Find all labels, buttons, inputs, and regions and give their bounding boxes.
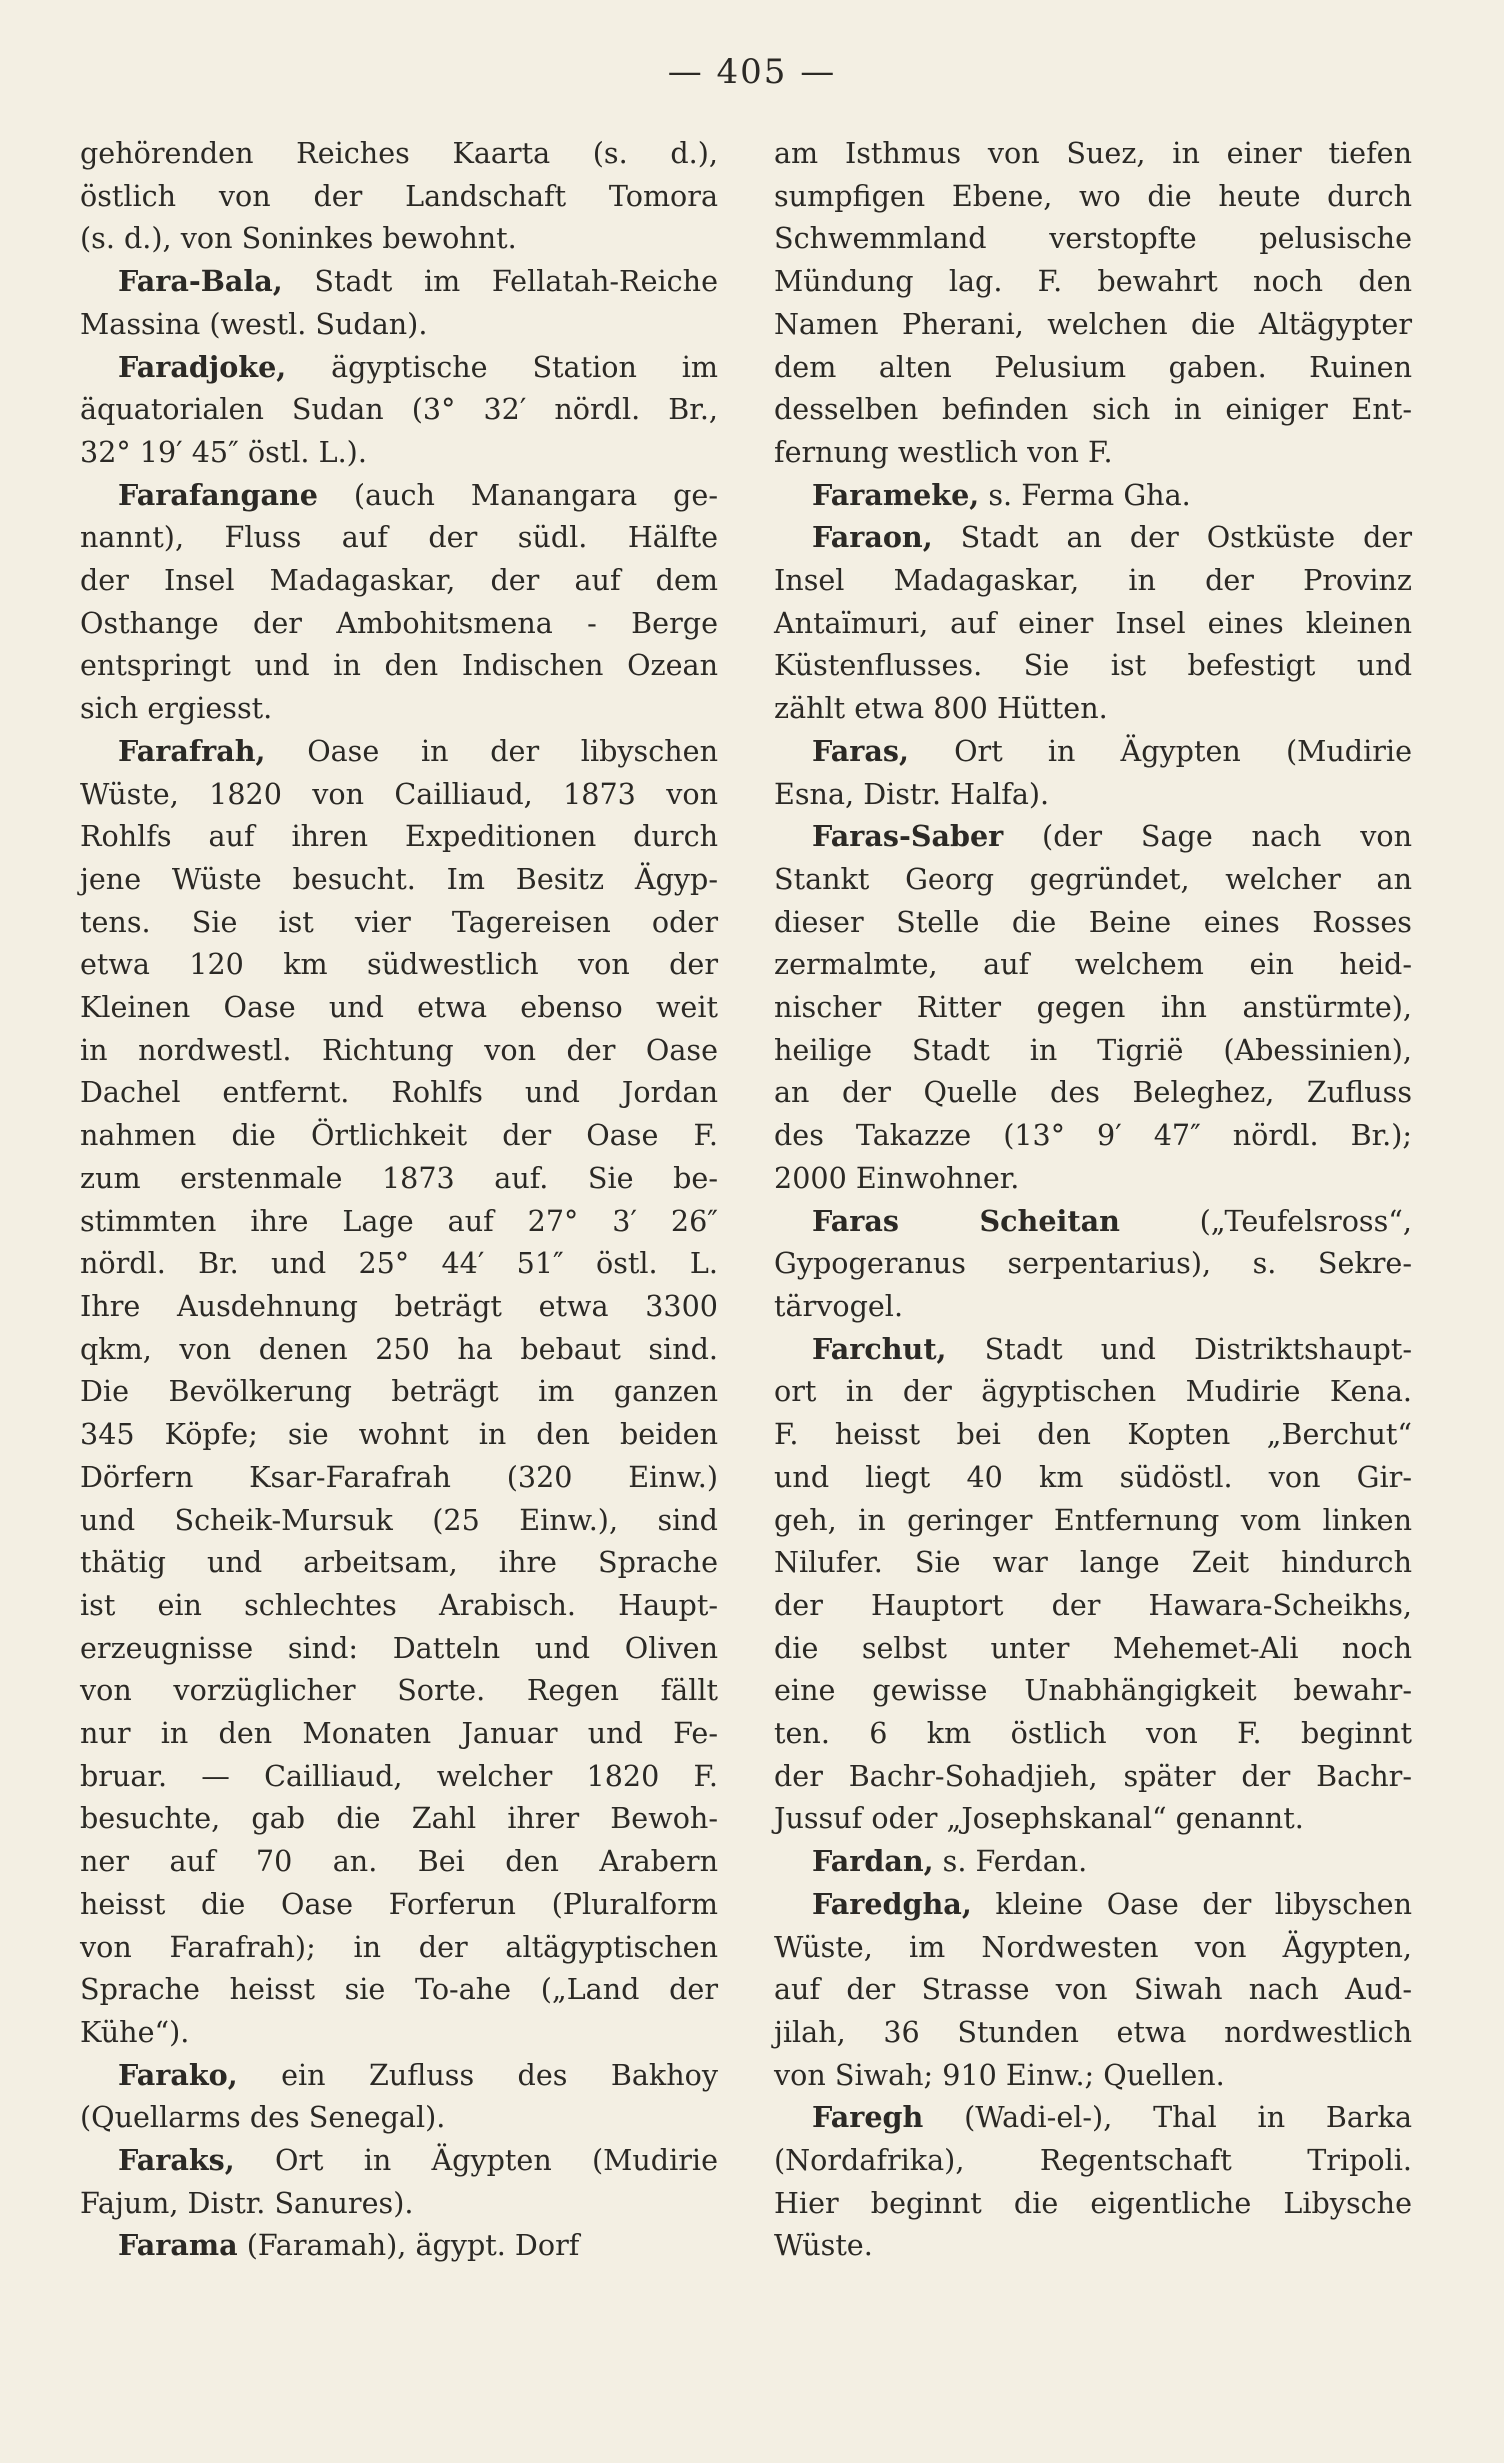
right-column	[774, 132, 1412, 2267]
dictionary-entry	[80, 730, 718, 2054]
entry-line: ist ein schlechtes Arabisch. Haupt-	[80, 1587, 718, 1622]
entry-line: der Hauptort der Hawara-Scheikhs,	[774, 1587, 1412, 1622]
entry-line: dieser Stelle die Beine eines Rosses	[774, 904, 1412, 939]
entry-line: Küstenflusses. Sie ist befestigt und	[774, 648, 1412, 683]
entry-line: Wüste, im Nordwesten von Ägypten,	[774, 1929, 1412, 1964]
entry-line: östlich von der Landschaft Tomora	[80, 178, 718, 213]
continued-entry-text	[80, 132, 718, 260]
entry-line: am Isthmus von Suez, in einer tiefen	[774, 136, 1412, 170]
entry-headword: Farako,	[118, 2057, 238, 2092]
entry-line: fernung westlich von F.	[774, 434, 1113, 469]
entry-line: zählt etwa 800 Hütten.	[774, 691, 1108, 726]
entry-headword: Faredgha,	[812, 1886, 972, 1921]
entry-line: nur in den Monaten Januar und Fe-	[80, 1716, 718, 1751]
entry-line: und liegt 40 km südöstl. von Gir-	[774, 1459, 1412, 1494]
entry-line: 2000 Einwohner.	[774, 1160, 1020, 1195]
entry-line: Fardan, s. Ferdan.	[812, 1844, 1088, 1879]
entry-line: dem alten Pelusium gaben. Ruinen	[774, 349, 1412, 384]
continued-entry-text	[774, 132, 1412, 474]
entry-line: Mündung lag. F. bewahrt noch den	[774, 264, 1412, 299]
entry-line: Jussuf oder „Josephskanal“ genannt.	[774, 1801, 1304, 1836]
entry-line: Faregh (Wadi-el-), Thal in Barka	[812, 2100, 1412, 2135]
entry-line: Fajum, Distr. Sanures).	[80, 2185, 414, 2220]
entry-line: 32° 19′ 45″ östl. L.).	[80, 434, 367, 469]
entry-line: Stankt Georg gegründet, welcher an	[774, 861, 1412, 896]
entry-line: der Bachr-Sohadjieh, später der Bachr-	[774, 1758, 1412, 1793]
entry-line: nördl. Br. und 25° 44′ 51″ östl. L.	[80, 1246, 718, 1281]
entry-line: und Scheik-Mursuk (25 Einw.), sind	[80, 1502, 718, 1537]
entry-line: Farafangane (auch Manangara ge-	[118, 477, 718, 512]
entry-line: von Siwah; 910 Einw.; Quellen.	[774, 2057, 1225, 2092]
entry-line: Die Bevölkerung beträgt im ganzen	[80, 1374, 718, 1409]
dictionary-entry	[774, 1328, 1412, 1840]
entry-headword: Faraon,	[812, 520, 933, 555]
entry-line: (Quellarms des Senegal).	[80, 2100, 446, 2135]
entry-line: Namen Pherani, welchen die Altägypter	[774, 306, 1412, 341]
entry-headword: Fardan,	[812, 1844, 934, 1879]
entry-line: Faredgha, kleine Oase der libyschen	[812, 1886, 1412, 1921]
entry-line: Hier beginnt die eigentliche Libysche	[774, 2185, 1412, 2220]
entry-line: Fara-Bala, Stadt im Fellatah-Reiche	[118, 264, 718, 299]
entry-line: von vorzüglicher Sorte. Regen fällt	[80, 1673, 718, 1708]
dictionary-entry	[774, 474, 1412, 517]
entry-line: geh, in geringer Entfernung vom linken	[774, 1502, 1412, 1537]
entry-line: an der Quelle des Beleghez, Zufluss	[774, 1075, 1412, 1110]
entry-headword: Farama	[118, 2228, 238, 2263]
entry-line: Schwemmland verstopfte pelusische	[774, 221, 1412, 256]
entry-headword: Faraks,	[118, 2143, 235, 2178]
dictionary-entry	[774, 730, 1412, 815]
entry-headword: Fara-Bala,	[118, 264, 283, 299]
page-number: — 405 —	[667, 52, 837, 92]
dictionary-entry	[80, 2224, 718, 2267]
entry-headword: Farafrah,	[118, 733, 266, 768]
entry-line: ner auf 70 an. Bei den Arabern	[80, 1844, 718, 1879]
entry-line: Faraon, Stadt an der Ostküste der	[812, 520, 1412, 555]
entry-line: Gypogeranus serpentarius), s. Sekre-	[774, 1246, 1412, 1281]
entry-line: Esna, Distr. Halfa).	[774, 776, 1050, 811]
entry-line: bruar. — Cailliaud, welcher 1820 F.	[80, 1758, 718, 1793]
entry-line: jilah, 36 Stunden etwa nordwestlich	[774, 2014, 1412, 2049]
entry-line: 345 Köpfe; sie wohnt in den beiden	[80, 1417, 718, 1452]
entry-line: Osthange der Ambohitsmena - Berge	[80, 605, 718, 640]
entry-line: (s. d.), von Soninkes bewohnt.	[80, 221, 517, 256]
entry-headword: Farameke,	[812, 477, 980, 512]
entry-line: tärvogel.	[774, 1288, 904, 1323]
entry-line: Kühe“).	[80, 2014, 190, 2049]
entry-line: Kleinen Oase und etwa ebenso weit	[80, 990, 718, 1025]
entry-line: entspringt und in den Indischen Ozean	[80, 648, 718, 683]
entry-line: Farchut, Stadt und Distriktshaupt-	[812, 1331, 1412, 1366]
entry-line: Farafrah, Oase in der libyschen	[118, 733, 718, 768]
entry-line: qkm, von denen 250 ha bebaut sind.	[80, 1331, 718, 1366]
entry-line: besuchte, gab die Zahl ihrer Bewoh-	[80, 1801, 718, 1836]
entry-headword: Faras,	[812, 733, 909, 768]
entry-headword: Faradjoke,	[118, 349, 287, 384]
entry-line: Wüste.	[774, 2228, 873, 2263]
entry-line: Faras Scheitan („Teufelsross“,	[812, 1203, 1412, 1238]
entry-line: Antaïmuri, auf einer Insel eines kleinen	[774, 605, 1412, 640]
entry-line: der Insel Madagaskar, der auf dem	[80, 563, 718, 598]
dictionary-entry	[774, 1200, 1412, 1328]
dictionary-entry	[80, 260, 718, 345]
entry-headword: Farafangane	[118, 477, 318, 512]
entry-line: ten. 6 km östlich von F. beginnt	[774, 1716, 1412, 1751]
entry-line: tens. Sie ist vier Tagereisen oder	[80, 904, 718, 939]
entry-line: stimmten ihre Lage auf 27° 3′ 26″	[80, 1203, 718, 1238]
entry-line: Nilufer. Sie war lange Zeit hindurch	[774, 1545, 1412, 1580]
left-column	[80, 132, 718, 2267]
dictionary-entry	[774, 2096, 1412, 2267]
entry-line: Farama (Faramah), ägypt. Dorf	[118, 2228, 580, 2263]
entry-line: nahmen die Örtlichkeit der Oase F.	[80, 1118, 718, 1153]
entry-line: heisst die Oase Forferun (Pluralform	[80, 1886, 718, 1921]
entry-line: in nordwestl. Richtung von der Oase	[80, 1032, 718, 1067]
dictionary-entry	[774, 1883, 1412, 2097]
entry-line: sumpfigen Ebene, wo die heute durch	[774, 178, 1412, 213]
entry-line: Sprache heisst sie To-ahe („Land der	[80, 1972, 718, 2007]
entry-line: F. heisst bei den Kopten „Berchut“	[774, 1417, 1412, 1452]
entry-line: desselben befinden sich in einiger Ent-	[774, 392, 1412, 427]
entry-line: Dachel entfernt. Rohlfs und Jordan	[80, 1075, 718, 1110]
entry-line: Insel Madagaskar, in der Provinz	[774, 563, 1412, 598]
entry-line: Farako, ein Zufluss des Bakhoy	[118, 2057, 718, 2092]
entry-line: des Takazze (13° 9′ 47″ nördl. Br.);	[774, 1118, 1412, 1153]
entry-line: nannt), Fluss auf der südl. Hälfte	[80, 520, 718, 555]
entry-headword: Farchut,	[812, 1331, 947, 1366]
entry-line: die selbst unter Mehemet-Ali noch	[774, 1630, 1412, 1665]
entry-line: sich ergiesst.	[80, 691, 273, 726]
dictionary-entry	[774, 815, 1412, 1199]
entry-line: Faras-Saber (der Sage nach von	[812, 819, 1412, 854]
entry-line: auf der Strasse von Siwah nach Aud-	[774, 1972, 1412, 2007]
entry-headword: Faregh	[812, 2100, 924, 2135]
entry-line: Wüste, 1820 von Cailliaud, 1873 von	[80, 776, 718, 811]
dictionary-entry	[80, 346, 718, 474]
entry-headword: Faras-Saber	[812, 819, 1004, 854]
dictionary-entry	[774, 516, 1412, 730]
entry-line: Massina (westl. Sudan).	[80, 306, 428, 341]
entry-line: zermalmte, auf welchem ein heid-	[774, 947, 1412, 982]
entry-line: Farameke, s. Ferma Gha.	[812, 477, 1191, 512]
entry-line: (Nordafrika), Regentschaft Tripoli.	[774, 2143, 1412, 2178]
entry-line: Faradjoke, ägyptische Station im	[118, 349, 718, 384]
entry-line: Rohlfs auf ihren Expeditionen durch	[80, 819, 718, 854]
entry-line: äquatorialen Sudan (3° 32′ nördl. Br.,	[80, 392, 718, 427]
entry-line: nischer Ritter gegen ihn anstürmte),	[774, 990, 1412, 1025]
entry-headword: Faras Scheitan	[812, 1203, 1120, 1238]
entry-line: Faras, Ort in Ägypten (Mudirie	[812, 733, 1412, 768]
dictionary-entry	[80, 2054, 718, 2139]
dictionary-entry	[80, 2139, 718, 2224]
entry-line: zum erstenmale 1873 auf. Sie be-	[80, 1160, 718, 1195]
entry-line: Ihre Ausdehnung beträgt etwa 3300	[80, 1288, 718, 1323]
entry-line: Dörfern Ksar-Farafrah (320 Einw.)	[80, 1459, 718, 1494]
entry-line: thätig und arbeitsam, ihre Sprache	[80, 1545, 718, 1580]
entry-line: etwa 120 km südwestlich von der	[80, 947, 718, 982]
entry-line: Faraks, Ort in Ägypten (Mudirie	[118, 2143, 718, 2178]
entry-line: jene Wüste besucht. Im Besitz Ägyp-	[80, 861, 718, 896]
entry-line: erzeugnisse sind: Datteln und Oliven	[80, 1630, 718, 1665]
entry-line: eine gewisse Unabhängigkeit bewahr-	[774, 1673, 1412, 1708]
entry-line: von Farafrah); in der altägyptischen	[80, 1929, 718, 1964]
dictionary-entry	[774, 1840, 1412, 1883]
entry-line: heilige Stadt in Tigrië (Abessinien),	[774, 1032, 1412, 1067]
dictionary-entry	[80, 474, 718, 730]
entry-line: ort in der ägyptischen Mudirie Kena.	[774, 1374, 1412, 1409]
entry-line: gehörenden Reiches Kaarta (s. d.),	[80, 136, 718, 170]
